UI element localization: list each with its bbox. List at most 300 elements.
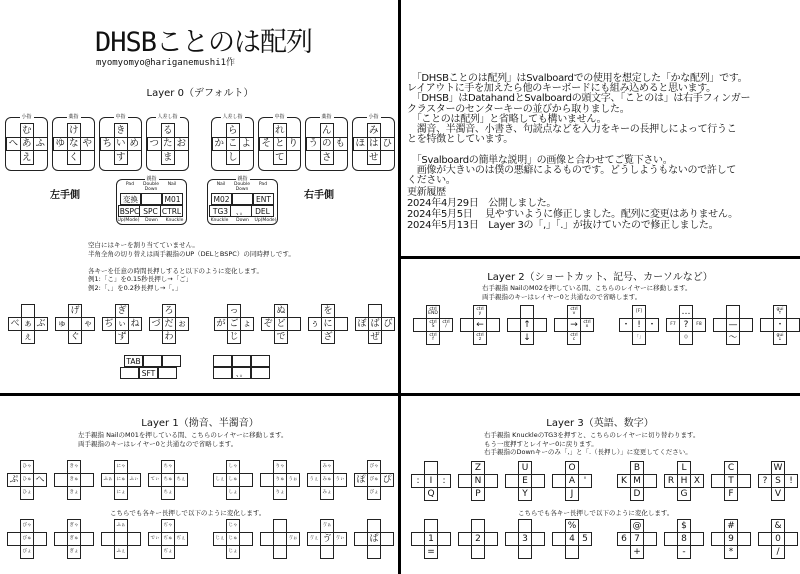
- layer0-notes: 空白にはキーを割り当てていません。 半角全角の切り替えは両手親指のUP（DELとBSPC）の同時押しです。 各キーを任意の時間長押しすると以下のように変化します。 例1:「こ」を0.15秒長押し→「ご」 例2:「、」を0.2秒長押し→「。」: [88, 241, 295, 292]
- thumb-label: 親指: [146, 176, 157, 182]
- key-left: ぞ: [261, 317, 275, 331]
- key-up: みゃ: [320, 460, 334, 474]
- key-center: 0: [771, 532, 785, 546]
- layer3-mid-note: こちらでも各キー長押しで以下のように変化します。: [518, 509, 674, 517]
- layer1-notes: 左手親指 NailのM01を押している間、こちらのレイヤーに移動します。 両手親指のキーはレイヤー0と共通なので省略します。: [78, 431, 288, 448]
- key-left: K: [617, 474, 631, 488]
- key-up: み: [367, 123, 382, 138]
- thumb-key-label: Up(Mode): [254, 218, 277, 223]
- key-left: ほ: [353, 137, 368, 152]
- key-up: ぎゃ: [67, 519, 81, 533]
- key-center: ぎゅ: [67, 532, 81, 546]
- key-right: ・: [645, 318, 659, 332]
- key-left: ?: [758, 474, 772, 488]
- key-center: あ: [20, 137, 35, 152]
- key-down: ぎょ: [67, 545, 81, 559]
- key-down: し: [226, 150, 241, 165]
- key-right: び: [381, 317, 395, 331]
- finger-label: 中指: [115, 114, 126, 120]
- thumb-key-label: Nail: [167, 182, 177, 187]
- thumb-key: 変換: [120, 193, 141, 205]
- key-down: す: [114, 150, 129, 165]
- key-right: ぢぇ: [174, 532, 188, 546]
- key-center: A: [565, 474, 579, 488]
- key-right: !: [784, 474, 798, 488]
- key-right: F8: [692, 318, 706, 332]
- key-center: た: [161, 137, 176, 152]
- key-center: S: [771, 474, 785, 488]
- key-left: う: [306, 137, 321, 152]
- key-down: V: [771, 487, 785, 501]
- key-right: [739, 318, 753, 332]
- key-center: [68, 317, 82, 331]
- finger-label: 小指: [368, 114, 379, 120]
- key-left: うぇ: [307, 473, 321, 487]
- key-right: め: [127, 137, 142, 152]
- key-down: =: [424, 545, 438, 559]
- key-center: こ: [226, 137, 241, 152]
- key-left: ふぁ: [101, 473, 115, 487]
- key-down: じょ: [226, 545, 240, 559]
- key-center: しゅ: [226, 473, 240, 487]
- thumb-key: SPC: [139, 205, 162, 217]
- key-down: ぢょ: [161, 545, 175, 559]
- key-up: Z: [471, 461, 485, 475]
- key-left: [260, 532, 274, 546]
- key-up: びゃ: [20, 519, 34, 533]
- key-up: る: [161, 123, 176, 138]
- key-up: む: [20, 123, 35, 138]
- key-right: [786, 318, 800, 332]
- key-up: %: [565, 519, 579, 533]
- key-center: きゅ: [67, 473, 81, 487]
- thumb-key-label: Double Down: [143, 182, 159, 192]
- key-right: [437, 532, 451, 546]
- key-left: [458, 532, 472, 546]
- key-center: [273, 532, 287, 546]
- key-center: びゅ: [20, 532, 34, 546]
- key-right: ': [578, 474, 592, 488]
- key-right: り: [286, 137, 301, 152]
- key-down: [471, 545, 485, 559]
- key-down: F: [724, 487, 738, 501]
- key-down: て: [273, 150, 288, 165]
- thumb-key-label: Nail: [216, 182, 226, 187]
- key-right: ね: [128, 317, 142, 331]
- thumb-key: TG3: [209, 205, 232, 217]
- key-center: ←: [473, 318, 487, 332]
- key-left: [54, 473, 68, 487]
- key-left: ゆ: [53, 137, 68, 152]
- key-left: ぢ: [102, 317, 116, 331]
- key-down: びょ: [20, 545, 34, 559]
- key-center: 1: [424, 532, 438, 546]
- key-up: ぴゃ: [367, 460, 381, 474]
- key-down: ふぇ: [114, 545, 128, 559]
- key-up: ひゃ: [20, 460, 34, 474]
- key-up: [367, 519, 381, 533]
- key-center: →: [567, 318, 581, 332]
- key-center: 7: [630, 532, 644, 546]
- key-right: [334, 317, 348, 331]
- key-down: さ: [320, 150, 335, 165]
- key-left: が: [214, 317, 228, 331]
- thumb-key: [143, 355, 162, 367]
- key-right: ゃ: [81, 317, 95, 331]
- key-left: へ: [6, 137, 21, 152]
- key-center: ?: [679, 318, 693, 332]
- key-center: ば: [368, 317, 382, 331]
- key-up: ctrl v: [567, 305, 581, 319]
- key-up: ぢゃ: [161, 519, 175, 533]
- key-left: ぽ: [354, 473, 368, 487]
- horizontal-divider: [0, 393, 800, 396]
- key-up: ら: [226, 123, 241, 138]
- thumb-key: DEL: [251, 205, 274, 217]
- key-left: づ: [149, 317, 163, 331]
- key-down: [320, 545, 334, 559]
- key-up: にゃ: [114, 460, 128, 474]
- key-right: [484, 474, 498, 488]
- key-up: U: [518, 461, 532, 475]
- key-center: ↑: [520, 318, 534, 332]
- key-left: ち: [100, 137, 115, 152]
- key-right: へ: [33, 473, 47, 487]
- thumb-key: [213, 367, 232, 379]
- key-right: [239, 473, 253, 487]
- key-right: [784, 532, 798, 546]
- key-down: え: [20, 150, 35, 165]
- key-down: D: [630, 487, 644, 501]
- key-left: [458, 474, 472, 488]
- key-center: T: [724, 474, 738, 488]
- key-up: しゃ: [226, 460, 240, 474]
- thumb-key-label: Double Down: [234, 182, 250, 192]
- key-down: J: [565, 487, 579, 501]
- key-left: [758, 532, 772, 546]
- key-up: ろ: [162, 304, 176, 318]
- key-center: I: [424, 474, 438, 488]
- key-down: gui ↓: [773, 331, 787, 345]
- key-center: みゅ: [320, 473, 334, 487]
- key-left: [711, 474, 725, 488]
- key-left: [552, 532, 566, 546]
- key-right: ctrl x: [580, 318, 594, 332]
- key-right: [127, 532, 141, 546]
- key-center: N: [471, 474, 485, 488]
- key-left: [507, 318, 521, 332]
- thumb-key-label: Knuckle: [210, 218, 229, 223]
- finger-label: 薬指: [321, 114, 332, 120]
- key-center: ちゅ: [161, 473, 175, 487]
- key-down: ぜ: [368, 330, 382, 344]
- history-item: 2024年5月13日 Layer 3の「,」「.」が抜けていたので修正しました。: [407, 220, 719, 231]
- key-left: [411, 532, 425, 546]
- key-left: ぷ: [7, 473, 21, 487]
- key-left: [413, 318, 427, 332]
- key-center: ご: [227, 317, 241, 331]
- key-down: [518, 545, 532, 559]
- thumb-key: 、。: [232, 367, 251, 379]
- key-down: せ: [367, 150, 382, 165]
- key-left: ゅ: [55, 317, 69, 331]
- key-down: *: [724, 545, 738, 559]
- key-up: B: [630, 461, 644, 475]
- key-center: ctrl S: [426, 318, 440, 332]
- layer2-notes: 右手親指 NailのM02を押している間、こちらのレイヤーに移動します。 両手親指のキーはレイヤー0と共通なので省略します。: [482, 284, 692, 301]
- key-right: ふぃ: [127, 473, 141, 487]
- key-left: [54, 532, 68, 546]
- key-up: ふぁ: [114, 519, 128, 533]
- key-center: な: [67, 137, 82, 152]
- key-up: W: [771, 461, 785, 475]
- key-down: G: [677, 487, 691, 501]
- key-center: !: [632, 318, 646, 332]
- history-title: 更新履歴: [407, 187, 446, 198]
- key-left: [711, 532, 725, 546]
- key-left: か: [212, 137, 227, 152]
- key-left: そ: [259, 137, 274, 152]
- key-right: ちぇ: [174, 473, 188, 487]
- key-up: [471, 519, 485, 533]
- key-right: [80, 532, 94, 546]
- key-right: [80, 473, 94, 487]
- key-up: gui ↑: [773, 305, 787, 319]
- thumb-label: 親指: [237, 176, 248, 182]
- key-up: ちゃ: [161, 460, 175, 474]
- thumb-key: [251, 355, 270, 367]
- thumb-key: [251, 367, 270, 379]
- key-center: ぢゅ: [161, 532, 175, 546]
- layer1-mid-note: こちらでも各キー長押しで以下のように変化します。: [110, 509, 266, 517]
- key-right: [737, 532, 751, 546]
- key-right: うぉ: [286, 473, 300, 487]
- key-center: ぱ: [367, 532, 381, 546]
- key-right: うぃ: [333, 473, 347, 487]
- key-left: ぼ: [355, 317, 369, 331]
- key-center: に: [321, 317, 335, 331]
- key-center: と: [273, 137, 288, 152]
- thumb-key: [120, 367, 139, 379]
- key-left: ゔぇ: [307, 532, 321, 546]
- page-title: DHSBことのは配列: [95, 27, 313, 58]
- key-left: F7: [666, 318, 680, 332]
- key-left: [101, 532, 115, 546]
- key-up: [21, 304, 35, 318]
- key-up: [F]: [632, 305, 646, 319]
- key-down: ひょ: [20, 486, 34, 500]
- thumb-key-label: Down: [236, 218, 249, 223]
- thumb-key-label: Knuckle: [165, 218, 184, 223]
- key-up: ぎ: [115, 304, 129, 318]
- layer3-notes: 右手親指 KnuckleのTG3を押すと、こちらのレイヤーに切り替わります。 もう一度押すとレイヤー0に戻ります。 右手親指のDownキーのみ「,」と「.（長押し）」に変更してください。: [484, 431, 700, 456]
- key-right: X: [690, 474, 704, 488]
- key-up: っ: [227, 304, 241, 318]
- key-down: みょ: [320, 486, 334, 500]
- key-up: ぬ: [274, 304, 288, 318]
- key-up: #: [724, 519, 738, 533]
- thumb-key: M02: [211, 193, 232, 205]
- key-center: の: [320, 137, 335, 152]
- key-down: わ: [162, 330, 176, 344]
- key-right: も: [333, 137, 348, 152]
- finger-label: 中指: [274, 114, 285, 120]
- left-hand-label: 左手側: [50, 190, 80, 201]
- key-right: ゔぉ: [286, 532, 300, 546]
- key-center: は: [367, 137, 382, 152]
- key-left: [7, 532, 21, 546]
- thumb-key: CTRL: [161, 206, 182, 216]
- key-center: りゅ: [273, 473, 287, 487]
- thumb-key: [232, 355, 251, 367]
- layer2-title: Layer 2（ショートカット、記号、カーソルなど）: [487, 272, 713, 283]
- key-down: ま: [161, 150, 176, 165]
- key-down: [565, 545, 579, 559]
- key-right: [643, 474, 657, 488]
- key-down: しょ: [226, 486, 240, 500]
- key-down: 「」: [632, 331, 646, 345]
- key-down: ctrl z: [473, 331, 487, 345]
- key-down: ぴょ: [367, 486, 381, 500]
- key-center: [114, 532, 128, 546]
- key-center: ぁ: [21, 317, 35, 331]
- key-down: じ: [227, 330, 241, 344]
- key-up: C: [724, 461, 738, 475]
- key-up: O: [565, 461, 579, 475]
- key-up: [273, 519, 287, 533]
- layer3-title: Layer 3（英語、数字）: [546, 418, 654, 429]
- key-right: [287, 317, 301, 331]
- thumb-key: [162, 355, 181, 367]
- key-right: [737, 474, 751, 488]
- key-up: …: [679, 305, 693, 319]
- thumb-key-label: Pad: [258, 182, 268, 187]
- layer0-title: Layer 0（デフォルト）: [146, 88, 254, 99]
- key-down: ちょ: [161, 486, 175, 500]
- key-up: じゃ: [226, 519, 240, 533]
- key-down: ctrl f: [426, 331, 440, 345]
- thumb-key: [232, 193, 253, 205]
- key-down: /: [771, 545, 785, 559]
- key-right: [531, 474, 545, 488]
- history-item: 2024年4月29日 公開しました。: [407, 198, 557, 209]
- thumb-key-label: Up(Mode): [117, 218, 140, 223]
- key-right: ゔぃ: [333, 532, 347, 546]
- key-right: [484, 532, 498, 546]
- key-up: き: [114, 123, 129, 138]
- key-down: ぇ: [21, 330, 35, 344]
- key-center: 8: [677, 532, 691, 546]
- key-up: [424, 461, 438, 475]
- key-up: ん: [320, 123, 335, 138]
- key-left: ・: [619, 318, 633, 332]
- key-left: R: [664, 474, 678, 488]
- key-down: ざ: [321, 330, 335, 344]
- key-down: ぐ: [68, 330, 82, 344]
- key-down: で: [274, 330, 288, 344]
- key-left: [460, 318, 474, 332]
- key-left: ぅ: [308, 317, 322, 331]
- key-right: ぉ: [175, 317, 189, 331]
- key-right: [486, 318, 500, 332]
- key-down: 〜: [726, 331, 740, 345]
- key-down: にょ: [114, 486, 128, 500]
- key-right: よ: [239, 137, 254, 152]
- key-left: つ: [147, 137, 162, 152]
- thumb-key: BSPC: [119, 206, 140, 216]
- key-up: L: [677, 461, 691, 475]
- key-left: [354, 532, 368, 546]
- key-center: 4: [565, 532, 579, 546]
- key-right: [531, 532, 545, 546]
- key-right: [643, 532, 657, 546]
- right-divider: [400, 256, 800, 259]
- key-down: ctrl c: [567, 331, 581, 345]
- key-left: [505, 474, 519, 488]
- key-center: い: [114, 137, 129, 152]
- key-up: [520, 305, 534, 319]
- key-center: ゔ: [320, 532, 334, 546]
- key-down: P: [471, 487, 485, 501]
- key-left: じぇ: [213, 532, 227, 546]
- key-left: てぃ: [148, 473, 162, 487]
- key-right: ぴ: [380, 473, 394, 487]
- key-left: [554, 318, 568, 332]
- key-up: @: [630, 519, 644, 533]
- thumb-key: [141, 193, 162, 205]
- key-up: [726, 305, 740, 319]
- key-center: ・: [773, 318, 787, 332]
- key-down: ↓: [520, 331, 534, 345]
- key-down: きょ: [67, 486, 81, 500]
- key-center: —: [726, 318, 740, 332]
- key-center: 9: [724, 532, 738, 546]
- key-up: [368, 304, 382, 318]
- key-right: ふ: [33, 137, 48, 152]
- key-left: [552, 474, 566, 488]
- key-right: ょ: [240, 317, 254, 331]
- key-right: お: [174, 137, 189, 152]
- key-up: $: [677, 519, 691, 533]
- key-right: :: [437, 474, 451, 488]
- key-left: [260, 473, 274, 487]
- author: myomyomyo@hariganemushi1作: [96, 58, 236, 68]
- key-up: りゃ: [273, 460, 287, 474]
- key-up: [424, 519, 438, 533]
- key-center: 3: [518, 532, 532, 546]
- key-center: 2: [471, 532, 485, 546]
- key-right: や: [80, 137, 95, 152]
- right-hand-label: 右手側: [304, 190, 334, 201]
- key-left: :: [411, 474, 425, 488]
- key-down: -: [677, 545, 691, 559]
- key-center: じゅ: [226, 532, 240, 546]
- key-right: [380, 532, 394, 546]
- key-down: ず: [115, 330, 129, 344]
- thumb-key: [158, 367, 177, 379]
- key-up: &: [771, 519, 785, 533]
- key-down: (): [679, 331, 693, 345]
- key-center: ぃ: [115, 317, 129, 331]
- finger-label: 薬指: [68, 114, 79, 120]
- key-up: け: [67, 123, 82, 138]
- history-item: 2024年5月5日 見やすいように修正しました。配列に変更はありません。: [407, 209, 738, 220]
- key-left: べ: [8, 317, 22, 331]
- key-left: [505, 532, 519, 546]
- description-body: 「DHSBことのは配列」はSvalboardでの使用を想定した「かな配列」です。 レイアウトに手を加えたら他のキーボードにも組み込めると思います。 「DHSB」はDatahandとSvalboardの頭文字、「ことのは」は右手フィンガー クラスターのセンターキーの並びから取りました。 「ことのは配列」と省略しても構いません。 濁音、半濁音、小書き、句読点などを入力をキーの長押しによって行うこ とを特徴としています。 「Svalboardの簡単な説明」の画像と合わせてご覧下さい。 画像が大きいのは僕の悪癖によるものです。どうしようもないので許して ください。: [407, 73, 751, 187]
- key-center: ど: [274, 317, 288, 331]
- thumb-key: M01: [162, 193, 183, 205]
